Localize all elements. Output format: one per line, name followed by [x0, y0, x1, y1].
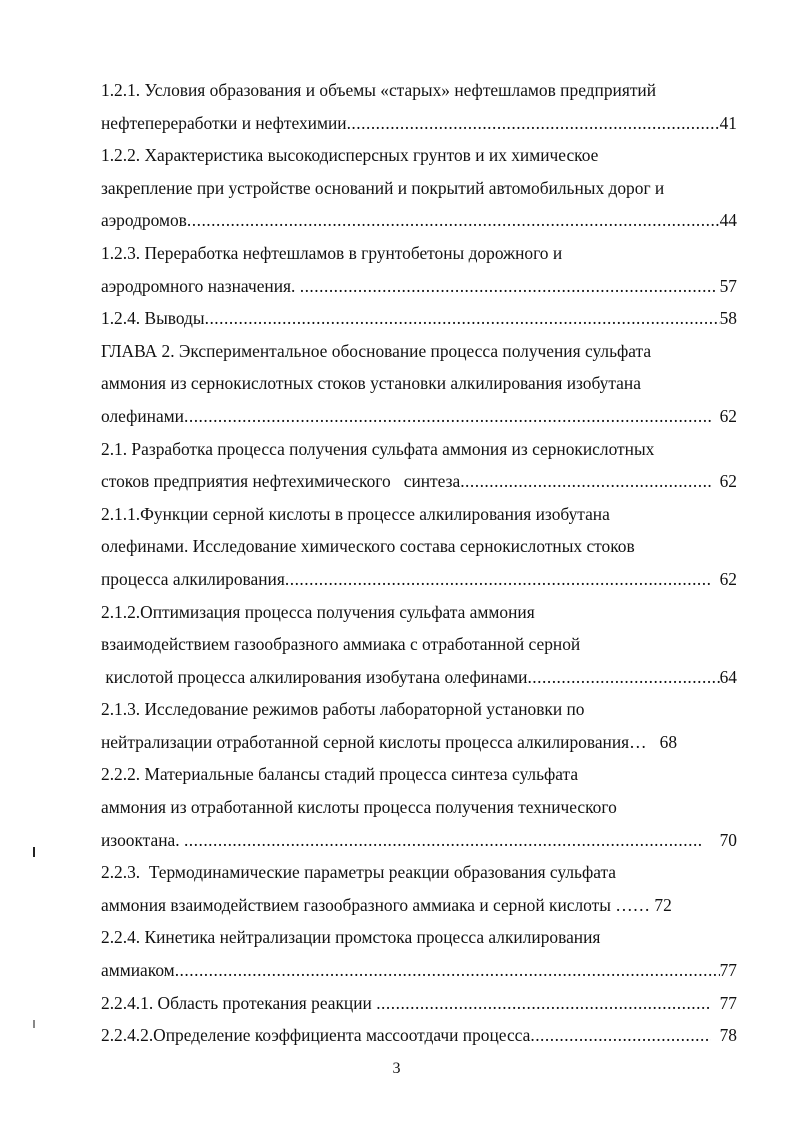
- toc-line-text: 2.2.2. Материальные балансы стадий процесса синтеза сульфата: [101, 764, 579, 785]
- toc-line: [101, 856, 737, 889]
- dot-leader: [347, 107, 720, 140]
- toc-line: [101, 237, 737, 270]
- toc-line-text: аэродромов: [101, 210, 187, 231]
- toc-line: [101, 824, 737, 857]
- dot-leader: [184, 400, 711, 433]
- toc-page-number: …… 72: [615, 894, 672, 915]
- toc-line-text: закрепление при устройстве оснований и покрытий автомобильных дорог и: [101, 177, 665, 198]
- dot-leader: [175, 954, 720, 987]
- page-number: 3: [392, 1060, 401, 1077]
- toc-line-text: 2.2.3. Термодинамические параметры реакции образования сульфата: [101, 862, 617, 883]
- toc-line: [101, 791, 737, 824]
- toc-line: [101, 335, 737, 368]
- toc-page-number: 70: [702, 829, 737, 850]
- toc-entry-1-2-1: [101, 74, 737, 139]
- dot-leader: [530, 1019, 711, 1052]
- toc-page-number: 62: [710, 568, 737, 589]
- scan-artifact: [33, 847, 35, 857]
- toc-line: [101, 107, 737, 140]
- dot-leader: [460, 465, 711, 498]
- toc-line: [101, 433, 737, 466]
- dot-leader: [187, 204, 720, 237]
- toc-line-text: 2.2.4.1. Область протекания реакции: [101, 992, 377, 1013]
- toc-line: [101, 693, 737, 726]
- dot-leader: [376, 987, 711, 1020]
- toc-line-text: олефинами. Исследование химического состава сернокислотных стоков: [101, 536, 635, 557]
- toc-line: [101, 172, 737, 205]
- toc-entry-2-2-4-1: [101, 987, 737, 1020]
- toc-line-text: 2.2.4.2.Определение коэффициента массоотдачи процесса: [101, 1025, 531, 1046]
- toc-line: [101, 628, 737, 661]
- toc-line-text: ГЛАВА 2. Экспериментальное обоснование процесса получения сульфата: [101, 340, 652, 361]
- toc-line: [101, 726, 737, 759]
- toc-entry-2-1: [101, 433, 737, 498]
- toc-line-text: 2.1.2.Оптимизация процесса получения сульфата аммония: [101, 601, 535, 622]
- toc-line: [101, 661, 737, 694]
- toc-line: [101, 302, 737, 335]
- toc-page-number: 44: [719, 210, 737, 231]
- toc-line-text: изооктана.: [101, 829, 184, 850]
- toc-line: [101, 1019, 737, 1052]
- dot-leader: [300, 270, 716, 303]
- toc-line-text: процесса алкилирования: [101, 568, 285, 589]
- toc-line: [101, 204, 737, 237]
- toc-line: [101, 367, 737, 400]
- toc-line: [101, 400, 737, 433]
- toc-line: [101, 921, 737, 954]
- toc-line-text: 1.2.4. Выводы: [101, 308, 205, 329]
- toc-entry-1-2-3: [101, 237, 737, 302]
- toc-page-number: 58: [719, 308, 737, 329]
- toc-page-number: 62: [710, 471, 737, 492]
- toc-line-text: 2.1.1.Функции серной кислоты в процессе алкилирования изобутана: [101, 503, 610, 524]
- toc-page-number: 77: [710, 992, 737, 1013]
- toc-line: [101, 74, 737, 107]
- dot-leader: [184, 824, 702, 857]
- toc-line: [101, 530, 737, 563]
- toc-line-text: аммония взаимодействием газообразного аммиака и серной кислоты: [101, 894, 616, 915]
- toc-line-text: кислотой процесса алкилирования изобутана олефинами: [101, 666, 528, 687]
- toc-line: [101, 954, 737, 987]
- toc-entry-2-2-4-2: [101, 1019, 737, 1052]
- scan-artifact: [33, 1020, 35, 1028]
- toc-line-text: нейтрализации отработанной серной кислоты процесса алкилирования…: [101, 731, 647, 752]
- toc-page-number: 41: [719, 112, 737, 133]
- toc-page-number: 77: [719, 960, 737, 981]
- toc-entry-1-2-2: [101, 139, 737, 237]
- toc-page-number: 78: [710, 1025, 737, 1046]
- toc-entry-2-1-2: [101, 596, 737, 694]
- toc-line-text: 1.2.3. Переработка нефтешламов в грунтобетоны дорожного и: [101, 242, 563, 263]
- toc-entry-2-2-2: [101, 758, 737, 856]
- toc-line-text: аэродромного назначения.: [101, 275, 300, 296]
- toc-line-text: 1.2.1. Условия образования и объемы «старых» нефтешламов предприятий: [101, 80, 657, 100]
- toc-line: [101, 596, 737, 629]
- toc-line-text: нефтепереработки и нефтехимии: [101, 112, 347, 133]
- toc-line: [101, 270, 737, 303]
- toc-entry-2-1-3: [101, 693, 737, 758]
- toc-entry-2-1-1: [101, 498, 737, 596]
- table-of-contents: [101, 74, 737, 1052]
- toc-line-text: аммония из отработанной кислоты процесса получения технического: [101, 797, 617, 818]
- toc-line-text: 2.1.3. Исследование режимов работы лабораторной установки по: [101, 699, 585, 720]
- toc-line: [101, 498, 737, 531]
- toc-entry-2-2-3: [101, 856, 737, 921]
- toc-entry-chapter-2: [101, 335, 737, 433]
- toc-line-text: 2.2.4. Кинетика нейтрализации промстока процесса алкилирования: [101, 927, 601, 948]
- toc-line: [101, 889, 737, 922]
- toc-line-text: стоков предприятия нефтехимического синтеза: [101, 471, 461, 492]
- toc-line-text: аммония из сернокислотных стоков установки алкилирования изобутана: [101, 373, 641, 394]
- toc-line-text: взаимодействием газообразного аммиака с отработанной серной: [101, 634, 581, 655]
- toc-entry-2-2-4: [101, 921, 737, 986]
- toc-line: [101, 139, 737, 172]
- toc-page-number: 64: [719, 666, 737, 687]
- toc-line-text: 1.2.2. Характеристика высокодисперсных грунтов и их химическое: [101, 145, 599, 166]
- toc-page-number: 68: [646, 731, 678, 752]
- toc-page-number: 57: [715, 275, 737, 296]
- dot-leader: [527, 661, 719, 694]
- toc-line: [101, 758, 737, 791]
- dot-leader: [285, 563, 711, 596]
- toc-line: [101, 563, 737, 596]
- toc-line-text: 2.1. Разработка процесса получения сульфата аммония из сернокислотных: [101, 438, 655, 459]
- dot-leader: [205, 302, 720, 335]
- toc-line: [101, 987, 737, 1020]
- toc-page-number: 62: [710, 405, 737, 426]
- toc-entry-1-2-4: [101, 302, 737, 335]
- toc-line: [101, 465, 737, 498]
- toc-line-text: олефинами: [101, 405, 184, 426]
- toc-line-text: аммиаком: [101, 960, 175, 981]
